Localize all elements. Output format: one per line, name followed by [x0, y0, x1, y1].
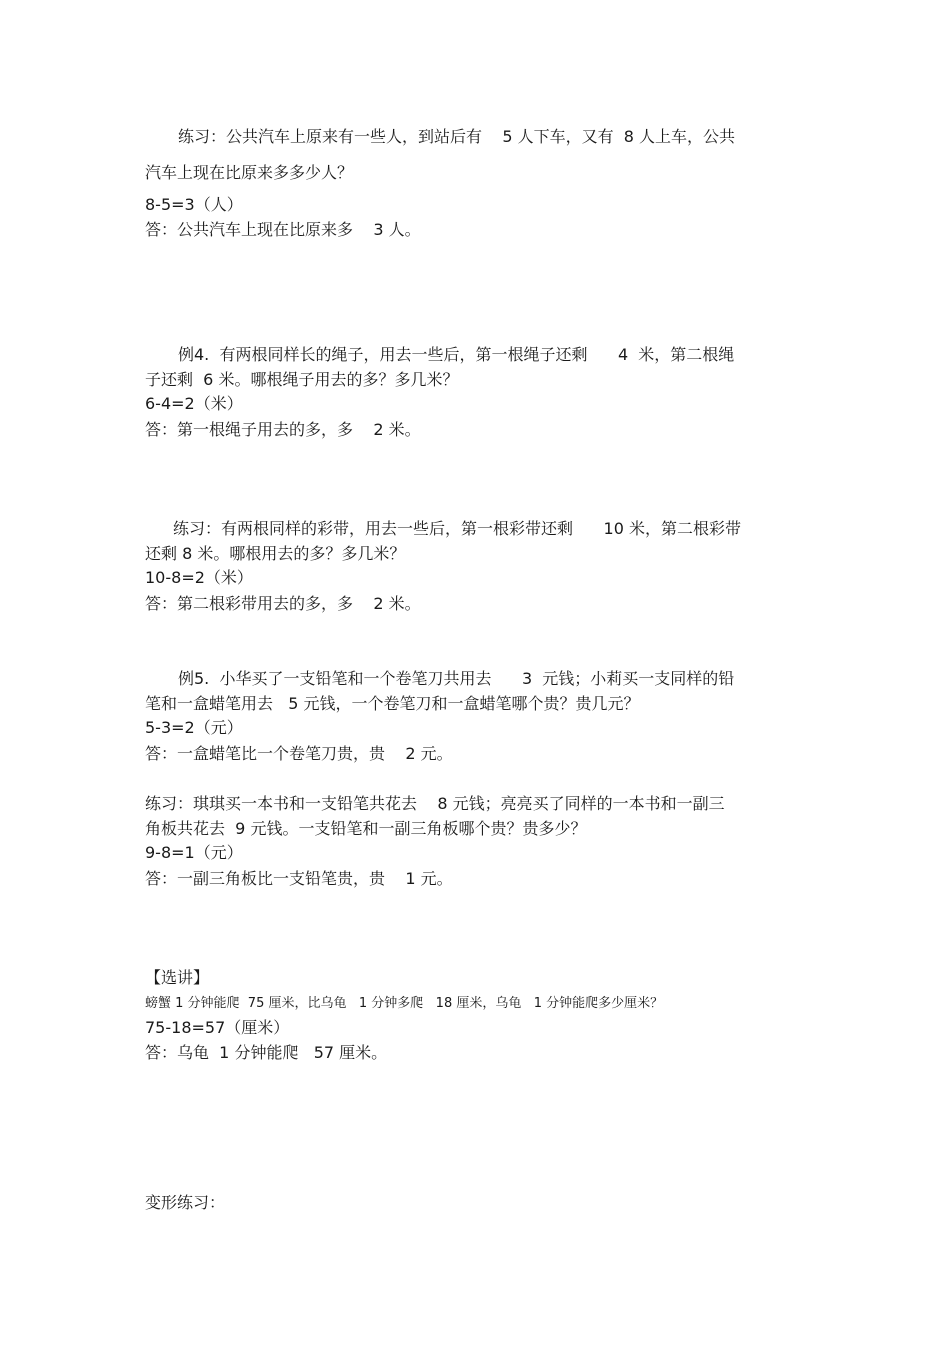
practice-2-question-line-1: 练习：有两根同样的彩带，用去一些后，第一根彩带还剩 10 米，第二根彩带	[173, 519, 741, 538]
example-5-equation: 5-3=2（元）	[145, 718, 243, 737]
practice-1-equation: 8-5=3（人）	[145, 195, 243, 214]
practice-2-answer: 答：第二根彩带用去的多，多 2 米。	[145, 594, 421, 613]
practice-3-question-line-1: 练习：琪琪买一本书和一支铅笔共花去 8 元钱；亮亮买了同样的一本书和一副三	[145, 794, 725, 813]
example-5-question-line-2: 笔和一盒蜡笔用去 5 元钱，一个卷笔刀和一盒蜡笔哪个贵？贵几元？	[145, 694, 640, 713]
variant-practice-heading: 变形练习：	[145, 1193, 226, 1212]
practice-2-equation: 10-8=2（米）	[145, 568, 253, 587]
practice-1-question-line-1: 练习：公共汽车上原来有一些人，到站后有 5 人下车，又有 8 人上车，公共	[178, 127, 736, 146]
practice-2-question-line-2: 还剩 8 米。哪根用去的多？多几米？	[145, 544, 406, 563]
example-5-question-line-1: 例5. 小华买了一支铅笔和一个卷笔刀共用去 3 元钱；小莉买一支同样的铅	[178, 669, 735, 688]
optional-question: 螃蟹 1 分钟能爬 75 厘米，比乌龟 1 分钟多爬 18 厘米，乌龟 1 分钟能爬多少厘米？	[145, 996, 664, 1011]
practice-3-equation: 9-8=1（元）	[145, 843, 243, 862]
optional-equation: 75-18=57（厘米）	[145, 1018, 290, 1037]
example-4-answer: 答：第一根绳子用去的多，多 2 米。	[145, 420, 421, 439]
example-5-answer: 答：一盒蜡笔比一个卷笔刀贵，贵 2 元。	[145, 744, 453, 763]
example-4-question-line-2: 子还剩 6 米。哪根绳子用去的多？多几米？	[145, 370, 459, 389]
example-4-equation: 6-4=2（米）	[145, 394, 243, 413]
example-4-question-line-1: 例4. 有两根同样长的绳子，用去一些后，第一根绳子还剩 4 米，第二根绳	[178, 345, 735, 364]
practice-3-question-line-2: 角板共花去 9 元钱。一支铅笔和一副三角板哪个贵？贵多少？	[145, 819, 587, 838]
practice-1-question-line-2: 汽车上现在比原来多多少人？	[145, 163, 354, 182]
practice-1-answer: 答：公共汽车上现在比原来多 3 人。	[145, 220, 421, 239]
optional-heading: 【选讲】	[145, 968, 210, 987]
practice-3-answer: 答：一副三角板比一支铅笔贵，贵 1 元。	[145, 869, 453, 888]
optional-answer: 答：乌龟 1 分钟能爬 57 厘米。	[145, 1043, 388, 1062]
